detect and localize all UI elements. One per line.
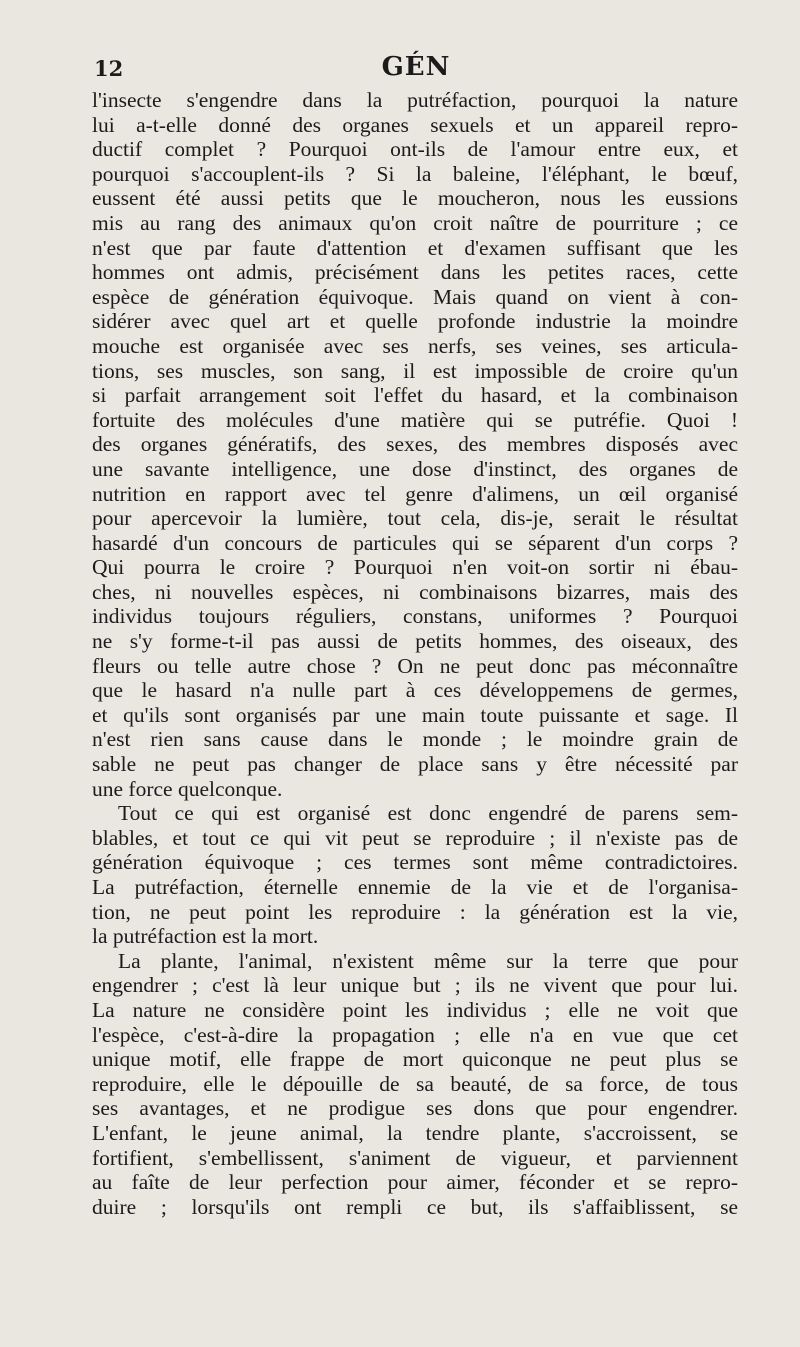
text-line: sable ne peut pas changer de place sans y être nécessité par [92, 752, 738, 777]
text-line: l'espèce, c'est-à-dire la propagation ; elle n'a en vue que cet [92, 1022, 738, 1047]
text-line: pourquoi s'accouplent-ils ? Si la baleine, l'éléphant, le bœuf, [92, 161, 738, 186]
text-line: ses avantages, et ne prodigue ses dons que pour engendrer. [92, 1096, 738, 1121]
text-line: unique motif, elle frappe de mort quiconque ne peut plus se [92, 1047, 738, 1072]
text-line: mouche est organisée avec ses nerfs, ses veines, ses articula- [92, 333, 738, 358]
text-line: La putréfaction, éternelle ennemie de la vie et de l'organisa- [92, 875, 738, 899]
text-line: n'est que par faute d'attention et d'examen suffisant que les [92, 235, 738, 260]
body-text [92, 88, 738, 1219]
text-line: ductif complet ? Pourquoi ont-ils de l'amour entre eux, et [92, 137, 738, 162]
text-line: une force quelconque. [92, 776, 283, 801]
text-line: pour apercevoir la lumière, tout cela, dis-je, serait le résultat [92, 506, 738, 531]
text-line: L'enfant, le jeune animal, la tendre plante, s'accroissent, se [92, 1120, 738, 1145]
text-line: l'insecte s'engendre dans la putréfaction, pourquoi la nature [92, 88, 738, 112]
text-line: au faîte de leur perfection pour aimer, féconder et se repro- [92, 1170, 738, 1195]
text-line: hommes ont admis, précisément dans les petites races, cette [92, 260, 738, 285]
text-line: lui a-t-elle donné des organes sexuels et un appareil repro- [92, 112, 738, 137]
page-number: 12 [94, 56, 124, 81]
page-header [94, 52, 738, 86]
text-line: La nature ne considère point les individus ; elle ne voit que [92, 997, 738, 1022]
text-line: si parfait arrangement soit l'effet du hasard, et la combinaison [92, 383, 738, 408]
text-line: eussent été aussi petits que le moucheron, nous les eussions [92, 186, 738, 211]
text-line: une savante intelligence, une dose d'instinct, des organes de [92, 456, 738, 481]
text-line: Tout ce qui est organisé est donc engendré de parens sem- [118, 801, 738, 826]
text-line: fleurs ou telle autre chose ? On ne peut donc pas méconnaître [92, 653, 738, 678]
text-line: ne s'y forme-t-il pas aussi de petits hommes, des oiseaux, des [92, 629, 738, 654]
text-line: sidérer avec quel art et quelle profonde industrie la moindre [92, 309, 738, 334]
text-line: reproduire, elle le dépouille de sa beauté, de sa force, de tous [92, 1071, 738, 1096]
text-line: mis au rang des animaux qu'on croit naître de pourriture ; ce [92, 210, 738, 235]
text-line: et qu'ils sont organisés par une main toute puissante et sage. Il [92, 702, 738, 727]
text-line: individus toujours réguliers, constans, uniformes ? Pourquoi [92, 604, 738, 629]
text-line: blables, et tout ce qui vit peut se reproduire ; il n'existe pas de [92, 825, 738, 850]
text-line: nutrition en rapport avec tel genre d'alimens, un œil organisé [92, 481, 738, 506]
text-line: espèce de génération équivoque. Mais quand on vient à con- [92, 284, 738, 309]
text-line: des organes génératifs, des sexes, des membres disposés avec [92, 432, 738, 457]
running-head: GÉN [381, 52, 451, 82]
text-line: engendrer ; c'est là leur unique but ; ils ne vivent que pour lui. [92, 973, 738, 998]
text-line: la putréfaction est la mort. [92, 924, 319, 949]
text-line: génération équivoque ; ces termes sont même contradictoires. [92, 850, 738, 875]
text-line: La plante, l'animal, n'existent même sur la terre que pour [118, 948, 738, 973]
text-line: Qui pourra le croire ? Pourquoi n'en voit-on sortir ni ébau- [92, 555, 738, 580]
text-line: que le hasard n'a nulle part à ces développemens de germes, [92, 678, 738, 703]
text-line: ches, ni nouvelles espèces, ni combinaisons bizarres, mais des [92, 579, 738, 604]
text-line: tions, ses muscles, son sang, il est impossible de croire qu'un [92, 358, 738, 383]
text-line: fortuite des molécules d'une matière qui se putréfie. Quoi ! [92, 407, 738, 432]
text-line: duire ; lorsqu'ils ont rempli ce but, ils s'affaiblissent, se [92, 1194, 738, 1219]
text-line: hasardé d'un concours de particules qui se séparent d'un corps ? [92, 530, 738, 555]
text-line: n'est rien sans cause dans le monde ; le moindre grain de [92, 727, 738, 752]
text-line: tion, ne peut point les reproduire : la génération est la vie, [92, 899, 738, 924]
text-line: fortifient, s'embellissent, s'animent de vigueur, et parviennent [92, 1145, 738, 1170]
